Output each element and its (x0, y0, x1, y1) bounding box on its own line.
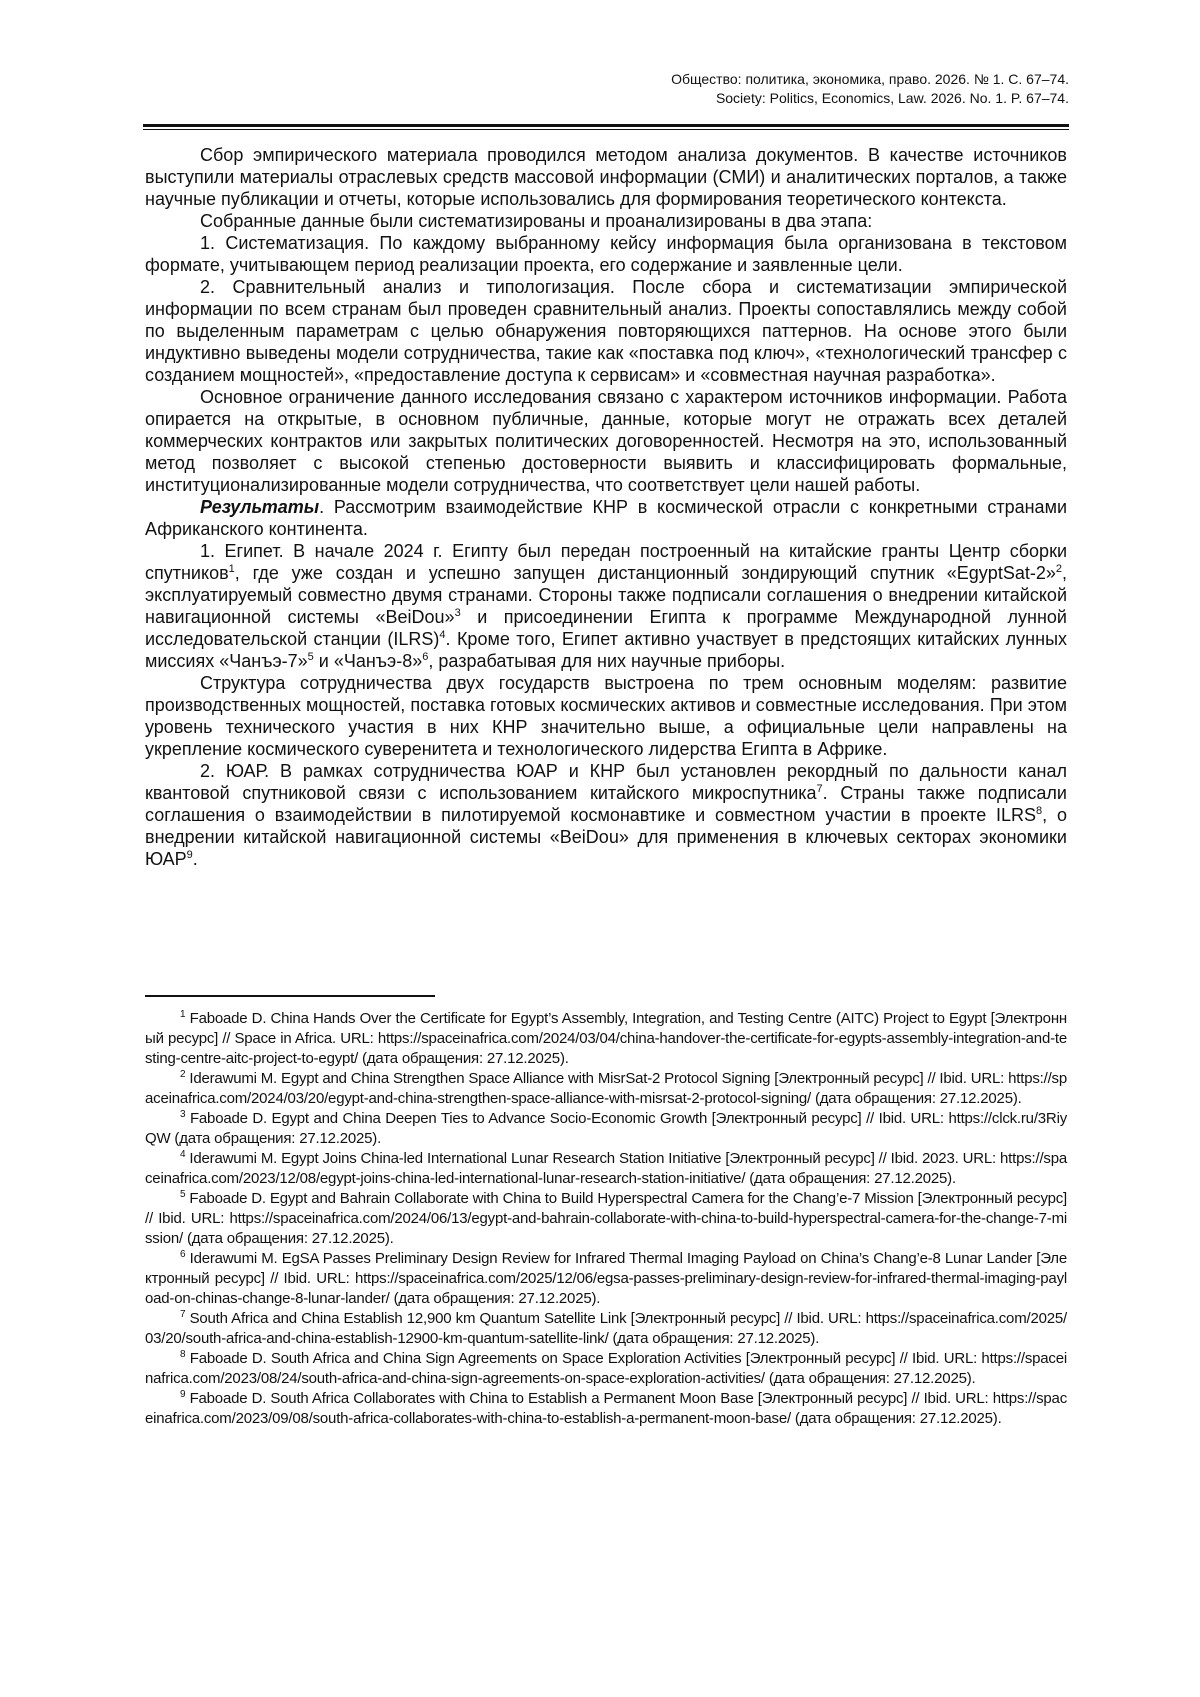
footnote-ref-6[interactable]: 6 (422, 651, 429, 663)
footnote-ref-9[interactable]: 9 (186, 849, 193, 861)
egypt-text-6: и «Чанъэ-8» (313, 651, 423, 671)
footnote-5 (145, 1189, 1067, 1249)
egypt-text-1: 1. Египет. В начале 2024 г. Египту был передан построенный на китайские гранты Центр сборки спутников (145, 541, 1067, 583)
egypt-text-2: , где уже создан и успешно запущен дистанционный зондирующий спутник «EgyptSat-2» (234, 563, 1056, 583)
sa-text-1: 2. ЮАР. В рамках сотрудничества ЮАР и КНР был установлен рекордный по дальности канал квантовой спутниковой связи с использованием китайского микроспутника (145, 761, 1067, 803)
footnote-2 (145, 1069, 1067, 1109)
footnote-number: 9 (180, 1389, 186, 1400)
footnotes (145, 1009, 1067, 1429)
paragraph-systematization: 1. Систематизация. По каждому выбранному кейсу информация была организована в текстовом формате, учитывающем период реализации проекта, его содержание и заявленные цели. (145, 233, 1067, 275)
footnote-separator (145, 995, 435, 997)
footnote-number: 7 (180, 1309, 186, 1320)
paragraph-two-stages: Собранные данные были систематизированы и проанализированы в два этапа: (200, 211, 873, 231)
results-heading: Результаты (200, 497, 320, 517)
paragraph-comparative-analysis: 2. Сравнительный анализ и типологизация. После сбора и систематизации эмпирической информации по всем странам был проведен сравнительный анализ. Проекты сопоставлялись между собой по выделенным параметрам с целью обнаружения повторяющихся паттернов. На основе этого были индуктивно выведены модели сотрудничества, такие как «поставка под ключ», «технологический трансфер с созданием мощностей», «предоставление доступа к сервисам» и «совместная научная разработка». (145, 277, 1067, 385)
sa-text-3: , о внедрении китайской навигационной системы «BeiDou» для применения в ключевых секторах экономики ЮАР (145, 805, 1067, 869)
footnote-number: 8 (180, 1349, 186, 1360)
footnote-6 (145, 1249, 1067, 1309)
footnote-text: Faboade D. South Africa and China Sign Agreements on Space Exploration Activities [Электронный ресурс] // Ibid. URL: https://spaceinafrica.com/2023/08/24/south-africa-and-china-sign-agreements-on-space-exploration-activities/ (дата обращения: 27.12.2025). (145, 1350, 1068, 1387)
footnote-text: Faboade D. China Hands Over the Certificate for Egypt’s Assembly, Integration, and Testing Centre (AITC) Project to Egypt [Электронный ресурс] // Space in Africa. URL: https://spaceinafrica.com/2024/03/04/china-handover-the-certificate-for-egypts-assembly-integration-and-testing-centre-aitc-project-to-egypt/ (дата обращения: 27.12.2025). (145, 1010, 1067, 1067)
footnote-ref-2[interactable]: 2 (1055, 563, 1062, 575)
footnote-number: 2 (180, 1069, 186, 1080)
paragraph-south-africa (145, 760, 1067, 870)
footnote-text: South Africa and China Establish 12,900 km Quantum Satellite Link [Электронный ресурс] // Ibid. URL: https://spaceinafrica.com/2025/03/20/south-africa-and-china-establish-12900-km-quantum-satellite-link/ (дата обращения: 27.12.2025). (145, 1310, 1067, 1347)
running-header (143, 70, 1069, 108)
footnote-ref-5[interactable]: 5 (307, 651, 314, 663)
footnote-number: 3 (180, 1109, 186, 1120)
footnote-ref-4[interactable]: 4 (439, 629, 446, 641)
footnote-9 (145, 1389, 1067, 1429)
footnote-text: Iderawumi M. Egypt Joins China-led International Lunar Research Station Initiative [Электронный ресурс] // Ibid. 2023. URL: https://spaceinafrica.com/2023/12/08/egypt-joins-china-led-international-lunar-research-station-initiative/ (дата обращения: 27.12.2025). (145, 1150, 1067, 1187)
results-text: . Рассмотрим взаимодействие КНР в космической отрасли с конкретными странами Африканского континента. (145, 497, 1067, 539)
footnote-1 (145, 1009, 1067, 1069)
footnote-4 (145, 1149, 1067, 1189)
header-line-en: Society: Politics, Economics, Law. 2026. No. 1. P. 67–74. (715, 90, 1069, 106)
footnote-8 (145, 1349, 1067, 1389)
egypt-text-7: , разрабатывая для них научные приборы. (428, 651, 786, 671)
footnote-text: Iderawumi M. Egypt and China Strengthen Space Alliance with MisrSat-2 Protocol Signing [Электронный ресурс] // Ibid. URL: https://spaceinafrica.com/2024/03/20/egypt-and-china-strengthen-space-alliance-with-misrsat-2-protocol-signing/ (дата обращения: 27.12.2025). (145, 1070, 1067, 1107)
footnote-text: Faboade D. Egypt and Bahrain Collaborate with China to Build Hyperspectral Camera for the Chang’e-7 Mission [Электронный ресурс] // Ibid. URL: https://spaceinafrica.com/2024/06/13/egypt-and-bahrain-collaborate-with-china-to-build-hyperspectral-camera-for-the-change-7-mission/ (дата обращения: 27.12.2025). (145, 1190, 1067, 1247)
footnote-ref-3[interactable]: 3 (454, 607, 461, 619)
footnote-7 (145, 1309, 1067, 1349)
paragraph-limitations: Основное ограничение данного исследования связано с характером источников информации. Работа опирается на открытые, в основном публичные, данные, которые могут не отражать всех деталей коммерческих контрактов или закрытых политических договоренностей. Несмотря на это, использованный метод позволяет с высокой степенью достоверности выявить и классифицировать формальные, институционализированные модели сотрудничества, что соответствует цели нашей работы. (145, 387, 1067, 495)
footnote-number: 4 (180, 1149, 186, 1160)
footnote-number: 6 (180, 1249, 186, 1260)
header-rule-thick (143, 124, 1069, 127)
footnote-3 (145, 1109, 1067, 1149)
header-line-ru: Общество: политика, экономика, право. 2026. № 1. С. 67–74. (671, 71, 1069, 87)
footnote-number: 1 (180, 1009, 186, 1020)
footnote-text: Faboade D. Egypt and China Deepen Ties to Advance Socio-Economic Growth [Электронный ресурс] // Ibid. URL: https://clck.ru/3RiyQW (дата обращения: 27.12.2025). (145, 1110, 1068, 1147)
footnote-text: Iderawumi M. EgSA Passes Preliminary Design Review for Infrared Thermal Imaging Payload on China’s Chang’e-8 Lunar Lander [Электронный ресурс] // Ibid. URL: https://spaceinafrica.com/2025/12/06/egsa-passes-preliminary-design-review-for-infrared-thermal-imaging-payload-on-chinas-change-8-lunar-lander/ (дата обращения: 27.12.2025). (145, 1250, 1067, 1307)
sa-text-2: . Страны также подписали соглашения о взаимодействии в пилотируемой космонавтике и совместном участии в проекте ILRS (145, 783, 1067, 825)
sa-text-4: . (192, 849, 198, 869)
footnote-number: 5 (180, 1189, 186, 1200)
footnote-ref-7[interactable]: 7 (816, 783, 823, 795)
footnote-ref-8[interactable]: 8 (1036, 805, 1043, 817)
paragraph-egypt (145, 540, 1067, 672)
footnote-text: Faboade D. South Africa Collaborates with China to Establish a Permanent Moon Base [Электронный ресурс] // Ibid. URL: https://spaceinafrica.com/2023/09/08/south-africa-collaborates-with-china-to-establish-a-permanent-moon-base/ (дата обращения: 27.12.2025). (145, 1390, 1067, 1427)
paragraph-results (145, 496, 1067, 540)
paragraph-cooperation-structure: Структура сотрудничества двух государств выстроена по трем основным моделям: развитие производственных мощностей, поставка готовых космических активов и совместные исследования. При этом уровень технического участия в них КНР значительно выше, а официальные цели направлены на укрепление космического суверенитета и технологического лидерства Египта в Африке. (145, 673, 1067, 759)
footnote-ref-1[interactable]: 1 (228, 563, 235, 575)
egypt-text-4: и присоединении Египта к программе Международной лунной исследовательской станции (ILRS) (145, 607, 1067, 649)
main-text (145, 144, 1067, 870)
egypt-text-5: . Кроме того, Египет активно участвует в предстоящих китайских лунных миссиях «Чанъэ-7» (145, 629, 1068, 671)
header-rule-thin (143, 129, 1069, 130)
paragraph-data-collection: Сбор эмпирического материала проводился методом анализа документов. В качестве источников выступили материалы отраслевых средств массовой информации (СМИ) и аналитических порталов, а также научные публикации и отчеты, которые использовались для формирования теоретического контекста. (145, 145, 1067, 209)
egypt-text-3: , эксплуатируемый совместно двумя странами. Стороны также подписали соглашения о внедрении китайской навигационной системы «BeiDou» (145, 563, 1067, 627)
